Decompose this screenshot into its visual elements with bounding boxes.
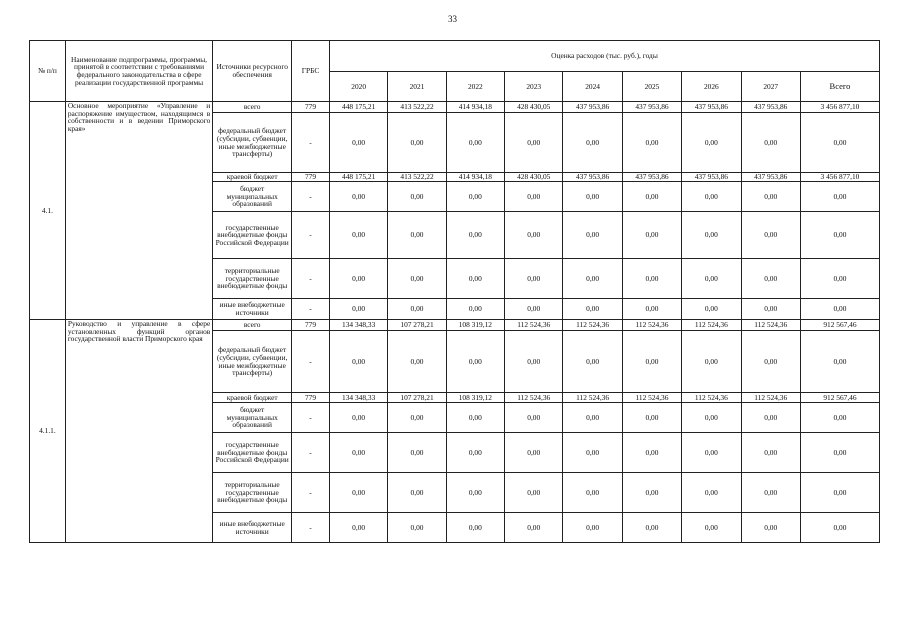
year-value: 0,00: [329, 259, 387, 299]
header-total: Всего: [800, 72, 879, 102]
year-value: 0,00: [388, 433, 446, 473]
year-value: 134 348,33: [329, 393, 387, 403]
year-value: 0,00: [388, 331, 446, 393]
header-year: 2027: [741, 72, 800, 102]
expenditure-table: [29, 40, 880, 543]
year-value: 0,00: [563, 259, 622, 299]
year-value: 413 522,22: [388, 173, 446, 182]
year-value: 0,00: [622, 433, 681, 473]
total-value: 912 567,46: [800, 393, 879, 403]
year-value: 0,00: [563, 403, 622, 433]
year-value: 0,00: [388, 182, 446, 212]
year-value: 0,00: [622, 299, 681, 320]
total-value: 0,00: [800, 299, 879, 320]
year-value: 107 278,21: [388, 320, 446, 331]
year-value: 437 953,86: [563, 102, 622, 113]
year-value: 107 278,21: [388, 393, 446, 403]
total-value: 0,00: [800, 513, 879, 543]
year-value: 0,00: [622, 403, 681, 433]
header-year: 2023: [505, 72, 563, 102]
year-value: 0,00: [741, 403, 800, 433]
grbs-code: -: [292, 331, 330, 393]
year-value: 0,00: [622, 212, 681, 259]
year-value: 0,00: [682, 212, 741, 259]
year-value: 0,00: [388, 473, 446, 513]
header-grbs: ГРБС: [292, 41, 330, 102]
header-name: Наименование подпрограммы, программы, принятой в соответствии с требованиями федерального законодательства в сфере реализации государственной программы: [65, 41, 212, 102]
year-value: 0,00: [388, 299, 446, 320]
year-value: 0,00: [682, 299, 741, 320]
row-number: 4.1.1.: [30, 320, 66, 543]
year-value: 108 319,12: [446, 320, 504, 331]
year-value: 0,00: [388, 513, 446, 543]
year-value: 0,00: [329, 113, 387, 173]
funding-source: бюджет муниципальных образований: [213, 403, 292, 433]
year-value: 0,00: [741, 331, 800, 393]
year-value: 0,00: [329, 182, 387, 212]
funding-source: иные внебюджетные источники: [213, 513, 292, 543]
table-row: [30, 320, 880, 331]
funding-source: государственные внебюджетные фонды Российской Федерации: [213, 212, 292, 259]
grbs-code: -: [292, 433, 330, 473]
year-value: 0,00: [329, 403, 387, 433]
year-value: 0,00: [446, 433, 504, 473]
year-value: 0,00: [622, 513, 681, 543]
funding-source: иные внебюджетные источники: [213, 299, 292, 320]
year-value: 437 953,86: [563, 173, 622, 182]
year-value: 0,00: [682, 259, 741, 299]
year-value: 0,00: [682, 403, 741, 433]
year-value: 0,00: [741, 473, 800, 513]
year-value: 437 953,86: [741, 102, 800, 113]
year-value: 0,00: [505, 113, 563, 173]
page-number: 33: [448, 14, 457, 24]
year-value: 0,00: [741, 113, 800, 173]
year-value: 0,00: [505, 212, 563, 259]
year-value: 428 430,05: [505, 102, 563, 113]
year-value: 0,00: [505, 331, 563, 393]
header-num: № п/п: [30, 41, 66, 102]
year-value: 112 524,36: [563, 320, 622, 331]
total-value: 3 456 877,10: [800, 102, 879, 113]
year-value: 0,00: [505, 403, 563, 433]
year-value: 0,00: [622, 113, 681, 173]
row-number: 4.1.: [30, 102, 66, 320]
total-value: 3 456 877,10: [800, 173, 879, 182]
year-value: 112 524,36: [622, 320, 681, 331]
year-value: 0,00: [446, 113, 504, 173]
header-estimate: Оценка расходов (тыс. руб.), годы: [329, 41, 879, 72]
year-value: 0,00: [329, 513, 387, 543]
funding-source: государственные внебюджетные фонды Российской Федерации: [213, 433, 292, 473]
year-value: 0,00: [563, 331, 622, 393]
year-value: 0,00: [682, 433, 741, 473]
grbs-code: 779: [292, 320, 330, 331]
year-value: 0,00: [741, 513, 800, 543]
funding-source: территориальные государственные внебюджетные фонды: [213, 259, 292, 299]
total-value: 0,00: [800, 403, 879, 433]
grbs-code: -: [292, 299, 330, 320]
year-value: 428 430,05: [505, 173, 563, 182]
year-value: 0,00: [505, 259, 563, 299]
year-value: 0,00: [563, 513, 622, 543]
header-year: 2020: [329, 72, 387, 102]
year-value: 0,00: [446, 331, 504, 393]
year-value: 0,00: [446, 259, 504, 299]
funding-source: краевой бюджет: [213, 173, 292, 182]
funding-source: территориальные государственные внебюджетные фонды: [213, 473, 292, 513]
activity-name: Руководство и управление в сфере установленных функций органов государственной власти Приморского края: [65, 320, 212, 543]
year-value: 0,00: [741, 259, 800, 299]
year-value: 448 175,21: [329, 173, 387, 182]
year-value: 134 348,33: [329, 320, 387, 331]
header-row-1: [30, 41, 880, 72]
year-value: 0,00: [622, 473, 681, 513]
total-value: 0,00: [800, 212, 879, 259]
year-value: 112 524,36: [682, 393, 741, 403]
year-value: 112 524,36: [741, 320, 800, 331]
year-value: 0,00: [622, 259, 681, 299]
year-value: 0,00: [505, 513, 563, 543]
total-value: 0,00: [800, 259, 879, 299]
year-value: 0,00: [682, 513, 741, 543]
total-value: 0,00: [800, 331, 879, 393]
year-value: 437 953,86: [622, 102, 681, 113]
year-value: 0,00: [388, 259, 446, 299]
grbs-code: 779: [292, 393, 330, 403]
year-value: 0,00: [329, 331, 387, 393]
total-value: 0,00: [800, 182, 879, 212]
year-value: 0,00: [622, 331, 681, 393]
year-value: 437 953,86: [741, 173, 800, 182]
funding-source: всего: [213, 102, 292, 113]
header-year: 2024: [563, 72, 622, 102]
grbs-code: 779: [292, 102, 330, 113]
year-value: 0,00: [329, 433, 387, 473]
year-value: 112 524,36: [622, 393, 681, 403]
grbs-code: -: [292, 113, 330, 173]
year-value: 414 934,18: [446, 102, 504, 113]
year-value: 413 522,22: [388, 102, 446, 113]
grbs-code: -: [292, 259, 330, 299]
year-value: 0,00: [388, 113, 446, 173]
year-value: 0,00: [563, 299, 622, 320]
grbs-code: -: [292, 513, 330, 543]
year-value: 437 953,86: [622, 173, 681, 182]
year-value: 414 934,18: [446, 173, 504, 182]
year-value: 0,00: [682, 331, 741, 393]
year-value: 0,00: [505, 433, 563, 473]
total-value: 0,00: [800, 113, 879, 173]
funding-source: краевой бюджет: [213, 393, 292, 403]
year-value: 0,00: [388, 212, 446, 259]
funding-source: всего: [213, 320, 292, 331]
year-value: 0,00: [741, 299, 800, 320]
header-sources: Источники ресурсного обеспечения: [213, 41, 292, 102]
year-value: 0,00: [682, 182, 741, 212]
total-value: 0,00: [800, 433, 879, 473]
year-value: 0,00: [741, 433, 800, 473]
year-value: 0,00: [563, 212, 622, 259]
year-value: 437 953,86: [682, 173, 741, 182]
year-value: 0,00: [505, 299, 563, 320]
year-value: 0,00: [329, 212, 387, 259]
table-body: [30, 102, 880, 543]
year-value: 0,00: [563, 473, 622, 513]
year-value: 0,00: [446, 403, 504, 433]
year-value: 0,00: [622, 182, 681, 212]
funding-source: федеральный бюджет (субсидии, субвенции, иные межбюджетные трансферты): [213, 331, 292, 393]
year-value: 112 524,36: [505, 393, 563, 403]
year-value: 0,00: [446, 182, 504, 212]
total-value: 912 567,46: [800, 320, 879, 331]
year-value: 448 175,21: [329, 102, 387, 113]
year-value: 0,00: [329, 473, 387, 513]
activity-name: Основное мероприятие «Управление и распоряжение имуществом, находящимся в собственности и в ведении Приморского края»: [65, 102, 212, 320]
grbs-code: -: [292, 473, 330, 513]
year-value: 0,00: [446, 212, 504, 259]
year-value: 112 524,36: [741, 393, 800, 403]
grbs-code: -: [292, 182, 330, 212]
header-year: 2025: [622, 72, 681, 102]
year-value: 0,00: [446, 473, 504, 513]
grbs-code: 779: [292, 173, 330, 182]
year-value: 0,00: [741, 182, 800, 212]
year-value: 0,00: [446, 513, 504, 543]
year-value: 0,00: [388, 403, 446, 433]
header-year: 2026: [682, 72, 741, 102]
year-value: 0,00: [329, 299, 387, 320]
header-year: 2021: [388, 72, 446, 102]
funding-source: бюджет муниципальных образований: [213, 182, 292, 212]
header-year: 2022: [446, 72, 504, 102]
year-value: 112 524,36: [682, 320, 741, 331]
year-value: 0,00: [682, 113, 741, 173]
year-value: 0,00: [505, 182, 563, 212]
year-value: 0,00: [741, 212, 800, 259]
year-value: 0,00: [682, 473, 741, 513]
year-value: 0,00: [563, 182, 622, 212]
table-row: [30, 102, 880, 113]
year-value: 0,00: [505, 473, 563, 513]
grbs-code: -: [292, 212, 330, 259]
year-value: 0,00: [563, 113, 622, 173]
year-value: 0,00: [446, 299, 504, 320]
year-value: 0,00: [563, 433, 622, 473]
year-value: 112 524,36: [563, 393, 622, 403]
year-value: 108 319,12: [446, 393, 504, 403]
year-value: 112 524,36: [505, 320, 563, 331]
total-value: 0,00: [800, 473, 879, 513]
funding-source: федеральный бюджет (субсидии, субвенции, иные межбюджетные трансферты): [213, 113, 292, 173]
year-value: 437 953,86: [682, 102, 741, 113]
grbs-code: -: [292, 403, 330, 433]
